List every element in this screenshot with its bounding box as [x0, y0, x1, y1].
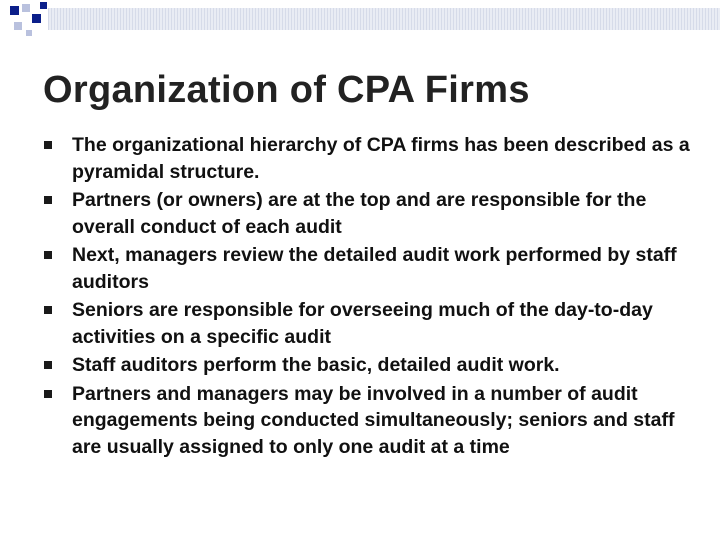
- bullet-text: Partners and managers may be involved in a number of audit engagements being conducted simultaneously; seniors and staff are usually assigned to only one audit at a time: [72, 382, 675, 458]
- bullet-item: [40, 381, 690, 461]
- square-bullet-icon: [44, 251, 52, 259]
- square-bullet-icon: [44, 361, 52, 369]
- header-square-light-1: [22, 4, 30, 12]
- header-square-dark-3: [40, 2, 47, 9]
- square-bullet-icon: [44, 306, 52, 314]
- header-square-dark-1: [10, 6, 19, 15]
- bullet-item: [40, 187, 690, 240]
- header-square-light-2: [14, 22, 22, 30]
- bullet-text: Partners (or owners) are at the top and are responsible for the overall conduct of each audit: [72, 189, 647, 238]
- bullet-item: [40, 132, 690, 185]
- bullet-item: [40, 242, 690, 295]
- square-bullet-icon: [44, 196, 52, 204]
- bullet-item: [40, 352, 690, 379]
- header-square-light-3: [26, 30, 32, 36]
- header-decoration-pattern: [0, 0, 720, 40]
- header-stripe: [48, 8, 720, 30]
- bullet-text: Seniors are responsible for overseeing much of the day-to-day activities on a specific audit: [72, 299, 653, 348]
- square-bullet-icon: [44, 390, 52, 398]
- square-bullet-icon: [44, 141, 52, 149]
- bullet-text: Next, managers review the detailed audit work performed by staff auditors: [72, 244, 677, 293]
- bullet-item: [40, 297, 690, 350]
- bullet-text: Staff auditors perform the basic, detailed audit work.: [72, 354, 560, 376]
- bullet-text: The organizational hierarchy of CPA firms has been described as a pyramidal structure.: [72, 134, 690, 183]
- slide-title: Organization of CPA Firms: [43, 69, 530, 111]
- header-square-dark-2: [32, 14, 41, 23]
- bullet-list: [40, 132, 690, 462]
